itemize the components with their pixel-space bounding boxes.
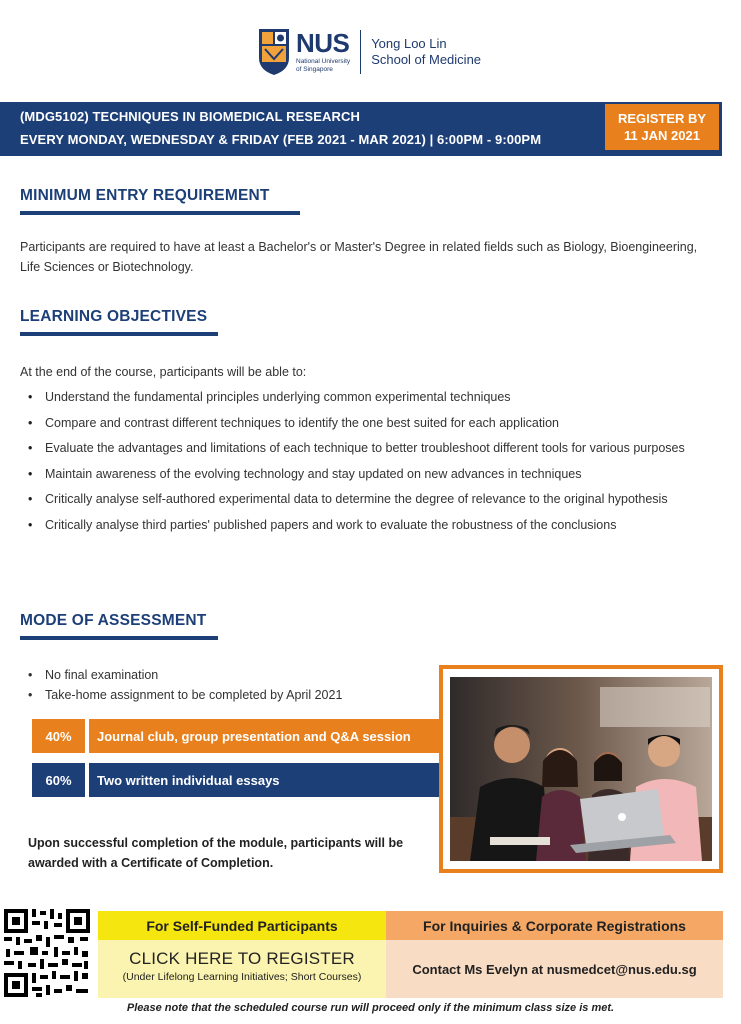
list-item: • No final examination	[28, 665, 428, 685]
contact-text[interactable]: Contact Ms Evelyn at nusmedcet@nus.edu.sg	[412, 961, 697, 977]
register-by-date: 11 JAN 2021	[624, 128, 700, 143]
objectives-intro: At the end of the course, participants will be able to:	[20, 365, 307, 379]
list-item: • Evaluate the advantages and limitations of each technique to better troubleshoot different tools for various purposes	[28, 436, 688, 462]
list-item: • Take-home assignment to be completed by April 2021	[28, 685, 428, 705]
inquiries-heading: For Inquiries & Corporate Registrations	[386, 911, 723, 940]
assessment-list	[28, 665, 428, 705]
students-photo	[450, 677, 712, 861]
qr-code-icon[interactable]	[2, 907, 92, 999]
nus-subtitle-2: of Singapore	[296, 66, 333, 73]
list-item: • Critically analyse third parties' published papers and work to evaluate the robustness of the conclusions	[28, 513, 688, 539]
component-percent: 40%	[32, 719, 85, 753]
objectives-list	[28, 385, 688, 538]
list-item: • Maintain awareness of the evolving technology and stay updated on new advances in techniques	[28, 462, 688, 488]
self-funded-heading: For Self-Funded Participants	[98, 911, 386, 940]
register-by-badge	[605, 104, 719, 150]
assessment-heading-underline	[20, 636, 218, 640]
nus-wordmark: NUS	[296, 28, 350, 58]
photo-frame	[439, 665, 723, 873]
entry-heading: MINIMUM ENTRY REQUIREMENT	[20, 187, 270, 204]
objectives-heading: LEARNING OBJECTIVES	[20, 308, 208, 325]
nus-crest-icon	[258, 28, 290, 76]
entry-text: Participants are required to have at least a Bachelor's or Master's Degree in related fields such as Biology, Bioengineering, Life Sciences or Biotechnology.	[20, 240, 698, 274]
class-size-note: Please note that the scheduled course run will proceed only if the minimum class size is met.	[126, 1002, 615, 1014]
list-item: • Understand the fundamental principles underlying common experimental techniques	[28, 385, 688, 411]
component-label: Two written individual essays	[89, 763, 439, 797]
objectives-heading-underline	[20, 332, 218, 336]
register-link-subtitle: (Under Lifelong Learning Initiatives; Short Courses)	[122, 971, 362, 983]
register-link[interactable]: CLICK HERE TO REGISTER	[129, 949, 355, 968]
school-name-line-2: School of Medicine	[371, 52, 482, 67]
course-schedule: EVERY MONDAY, WEDNESDAY & FRIDAY (FEB 2021 - MAR 2021) | 6:00PM - 9:00PM	[20, 132, 542, 147]
entry-heading-underline	[20, 211, 300, 215]
list-item: • Compare and contrast different techniques to identify the one best suited for each application	[28, 411, 688, 437]
nus-subtitle-1: National University	[296, 58, 351, 65]
school-name-line-1: Yong Loo Lin	[371, 36, 447, 51]
list-item: • Critically analyse self-authored experimental data to determine the degree of relevance to the original hypothesis	[28, 487, 688, 513]
register-by-label: REGISTER BY	[617, 111, 707, 126]
nus-logo	[258, 28, 481, 76]
self-funded-panel	[98, 940, 386, 998]
assessment-heading: MODE OF ASSESSMENT	[20, 612, 207, 629]
certificate-note: Upon successful completion of the module, participants will be awarded with a Certificate of Completion.	[28, 836, 404, 870]
inquiries-panel	[386, 940, 723, 998]
assessment-component-40	[32, 719, 439, 753]
course-title: (MDG5102) TECHNIQUES IN BIOMEDICAL RESEARCH	[20, 109, 360, 124]
component-percent: 60%	[32, 763, 85, 797]
component-label: Journal club, group presentation and Q&A session	[89, 719, 439, 753]
logo-divider	[360, 30, 361, 74]
assessment-component-60	[32, 763, 439, 797]
